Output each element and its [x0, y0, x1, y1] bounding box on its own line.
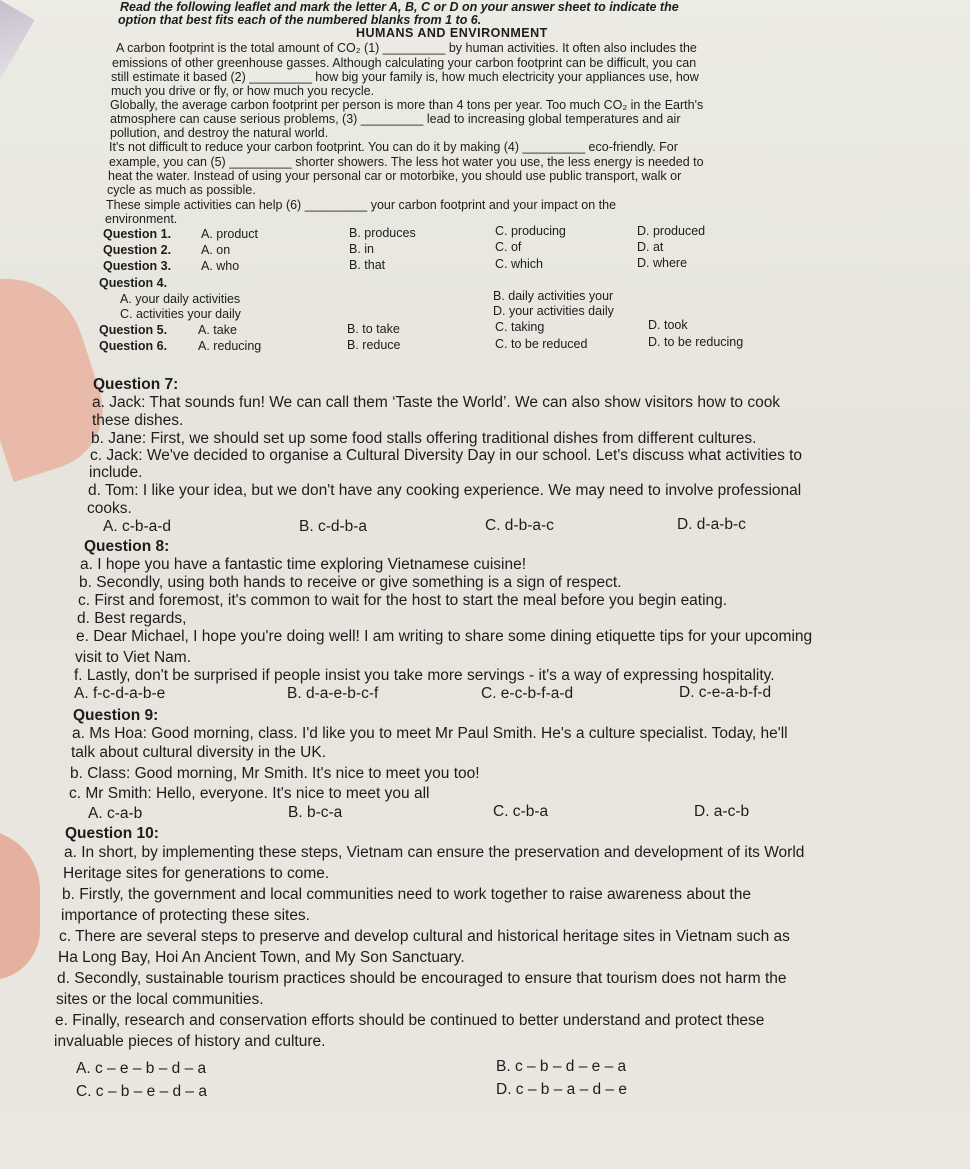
- q10-line: Heritage sites for generations to come.: [63, 865, 330, 882]
- q7-line: cooks.: [87, 500, 132, 517]
- option-d[interactable]: D. to be reducing: [648, 335, 744, 349]
- option-d[interactable]: D. d-a-b-c: [677, 516, 746, 533]
- passage-line: environment.: [105, 212, 178, 226]
- option-c[interactable]: C. c – b – e – d – a: [76, 1083, 207, 1100]
- passage-line: still estimate it based (2) _________ how big your family is, how much electricity your appliances use, how: [111, 70, 699, 84]
- question-9-label: Question 9:: [73, 707, 159, 724]
- option-b[interactable]: B. d-a-e-b-c-f: [287, 685, 379, 702]
- option-a[interactable]: A. c – e – b – d – a: [76, 1060, 207, 1077]
- passage-line: A carbon footprint is the total amount of CO₂ (1) _________ by human activities. It often also includes the: [116, 41, 697, 55]
- option-d[interactable]: D. c – b – a – d – e: [496, 1081, 627, 1098]
- question-label: Question 5.: [99, 323, 168, 337]
- option-a[interactable]: A. product: [201, 227, 258, 241]
- option-a[interactable]: A. who: [201, 259, 240, 273]
- passage-line: emissions of other greenhouse gasses. Although calculating your carbon footprint can be difficult, you can: [112, 56, 697, 70]
- option-d[interactable]: D. at: [637, 240, 664, 254]
- option-b[interactable]: B. to take: [347, 322, 400, 336]
- q7-line: b. Jane: First, we should set up some food stalls offering traditional dishes from different cultures.: [91, 430, 757, 447]
- passage-line: atmosphere can cause serious problems, (3) _________ lead to increasing global temperatures and air: [110, 112, 681, 126]
- option-b[interactable]: B. produces: [349, 226, 416, 240]
- option-d[interactable]: D. c-e-a-b-f-d: [679, 684, 772, 701]
- question-label: Question 3.: [103, 259, 172, 273]
- passage-line: cycle as much as possible.: [107, 183, 256, 197]
- q10-line: importance of protecting these sites.: [61, 907, 310, 924]
- question-8-label: Question 8:: [84, 538, 170, 555]
- instruction-line-1: Read the following leaflet and mark the letter A, B, C or D on your answer sheet to indicate the: [120, 0, 679, 14]
- option-d[interactable]: D. produced: [637, 224, 706, 238]
- option-c[interactable]: C. of: [495, 240, 522, 254]
- q10-line: a. In short, by implementing these steps, Vietnam can ensure the preservation and development of its World: [64, 844, 805, 861]
- question-7-label: Question 7:: [93, 376, 179, 393]
- option-b[interactable]: B. daily activities your: [493, 289, 614, 303]
- passage-line: Globally, the average carbon footprint per person is more than 4 tons per year. Too much CO₂ in the Earth's: [110, 98, 704, 112]
- option-c[interactable]: C. producing: [495, 224, 566, 238]
- passage-line: pollution, and destroy the natural world.: [110, 126, 329, 140]
- passage-line: heat the water. Instead of using your personal car or motorbike, you should use public transport, walk or: [108, 169, 682, 183]
- q10-line: Ha Long Bay, Hoi An Ancient Town, and My Son Sanctuary.: [58, 949, 465, 966]
- q9-line: b. Class: Good morning, Mr Smith. It's nice to meet you too!: [70, 765, 480, 782]
- question-10-label: Question 10:: [65, 825, 159, 842]
- option-b[interactable]: B. c-d-b-a: [299, 518, 368, 535]
- q8-line: f. Lastly, don't be surprised if people insist you take more servings - it's a way of expressing hospitality.: [74, 667, 775, 684]
- question-label: Question 1.: [103, 227, 172, 241]
- option-b[interactable]: B. b-c-a: [288, 804, 343, 821]
- q7-line: d. Tom: I like your idea, but we don't have any cooking experience. We may need to involve professional: [88, 482, 802, 499]
- option-a[interactable]: A. your daily activities: [120, 292, 241, 306]
- q8-line: e. Dear Michael, I hope you're doing well! I am writing to share some dining etiquette tips for your upcoming: [76, 628, 813, 645]
- question-label: Question 4.: [99, 276, 168, 290]
- q10-line: invaluable pieces of history and culture.: [54, 1033, 326, 1050]
- option-a[interactable]: A. f-c-d-a-b-e: [74, 685, 166, 702]
- q9-line: c. Mr Smith: Hello, everyone. It's nice to meet you all: [69, 785, 430, 802]
- option-c[interactable]: C. to be reduced: [495, 337, 588, 351]
- option-b[interactable]: B. in: [349, 242, 375, 256]
- q10-line: sites or the local communities.: [56, 991, 264, 1008]
- option-c[interactable]: C. d-b-a-c: [485, 517, 554, 534]
- option-d[interactable]: D. took: [648, 318, 688, 332]
- passage-line: much you drive or fly, or how much you recycle.: [111, 84, 375, 98]
- option-d[interactable]: D. a-c-b: [694, 803, 750, 820]
- option-d[interactable]: D. where: [637, 256, 688, 270]
- option-a[interactable]: A. c-b-a-d: [103, 518, 172, 535]
- passage-title: HUMANS AND ENVIRONMENT: [356, 26, 548, 40]
- q10-line: c. There are several steps to preserve and develop cultural and historical heritage sites in Vietnam such as: [59, 928, 790, 945]
- q10-line: b. Firstly, the government and local communities need to work together to raise awareness about the: [62, 886, 751, 903]
- instruction-line-2: option that best fits each of the numbered blanks from 1 to 6.: [118, 13, 482, 27]
- passage-line: It's not difficult to reduce your carbon footprint. You can do it by making (4) _________ eco-friendly. For: [109, 140, 678, 154]
- option-c[interactable]: C. e-c-b-f-a-d: [481, 685, 574, 702]
- option-c[interactable]: C. which: [495, 257, 543, 271]
- option-a[interactable]: A. on: [201, 243, 231, 257]
- q7-line: c. Jack: We've decided to organise a Cultural Diversity Day in our school. Let's discuss what activities to: [90, 447, 803, 464]
- q8-line: b. Secondly, using both hands to receive or give something is a sign of respect.: [79, 574, 622, 591]
- q7-line: include.: [89, 464, 143, 481]
- q10-line: e. Finally, research and conservation efforts should be continued to better understand and protect these: [55, 1012, 765, 1029]
- passage-line: These simple activities can help (6) _________ your carbon footprint and your impact on the: [106, 198, 617, 212]
- q7-line: a. Jack: That sounds fun! We can call them ‘Taste the World’. We can also show visitors how to cook: [92, 394, 781, 411]
- option-a[interactable]: A. reducing: [198, 339, 262, 353]
- option-c[interactable]: C. c-b-a: [493, 803, 549, 820]
- question-label: Question 2.: [103, 243, 172, 257]
- option-a[interactable]: A. c-a-b: [88, 805, 143, 822]
- option-a[interactable]: A. take: [198, 323, 237, 337]
- passage-line: example, you can (5) _________ shorter showers. The less hot water you use, the less energy is needed to: [109, 155, 704, 169]
- q10-line: d. Secondly, sustainable tourism practices should be encouraged to ensure that tourism does not harm the: [57, 970, 787, 987]
- q8-line: visit to Viet Nam.: [75, 649, 192, 666]
- option-c[interactable]: C. taking: [495, 320, 545, 334]
- option-b[interactable]: B. that: [349, 258, 386, 272]
- q7-line: these dishes.: [92, 412, 184, 429]
- q8-line: a. I hope you have a fantastic time exploring Vietnamese cuisine!: [80, 556, 527, 573]
- option-d[interactable]: D. your activities daily: [493, 304, 614, 318]
- option-b[interactable]: B. reduce: [347, 338, 401, 352]
- question-label: Question 6.: [99, 339, 168, 353]
- q8-line: c. First and foremost, it's common to wait for the host to start the meal before you begin eating.: [78, 592, 728, 609]
- option-c[interactable]: C. activities your daily: [120, 307, 241, 321]
- option-b[interactable]: B. c – b – d – e – a: [496, 1058, 627, 1075]
- q8-line: d. Best regards,: [77, 610, 187, 627]
- q9-line: talk about cultural diversity in the UK.: [71, 744, 327, 761]
- q9-line: a. Ms Hoa: Good morning, class. I'd like you to meet Mr Paul Smith. He's a culture specialist. Today, he'll: [72, 725, 788, 742]
